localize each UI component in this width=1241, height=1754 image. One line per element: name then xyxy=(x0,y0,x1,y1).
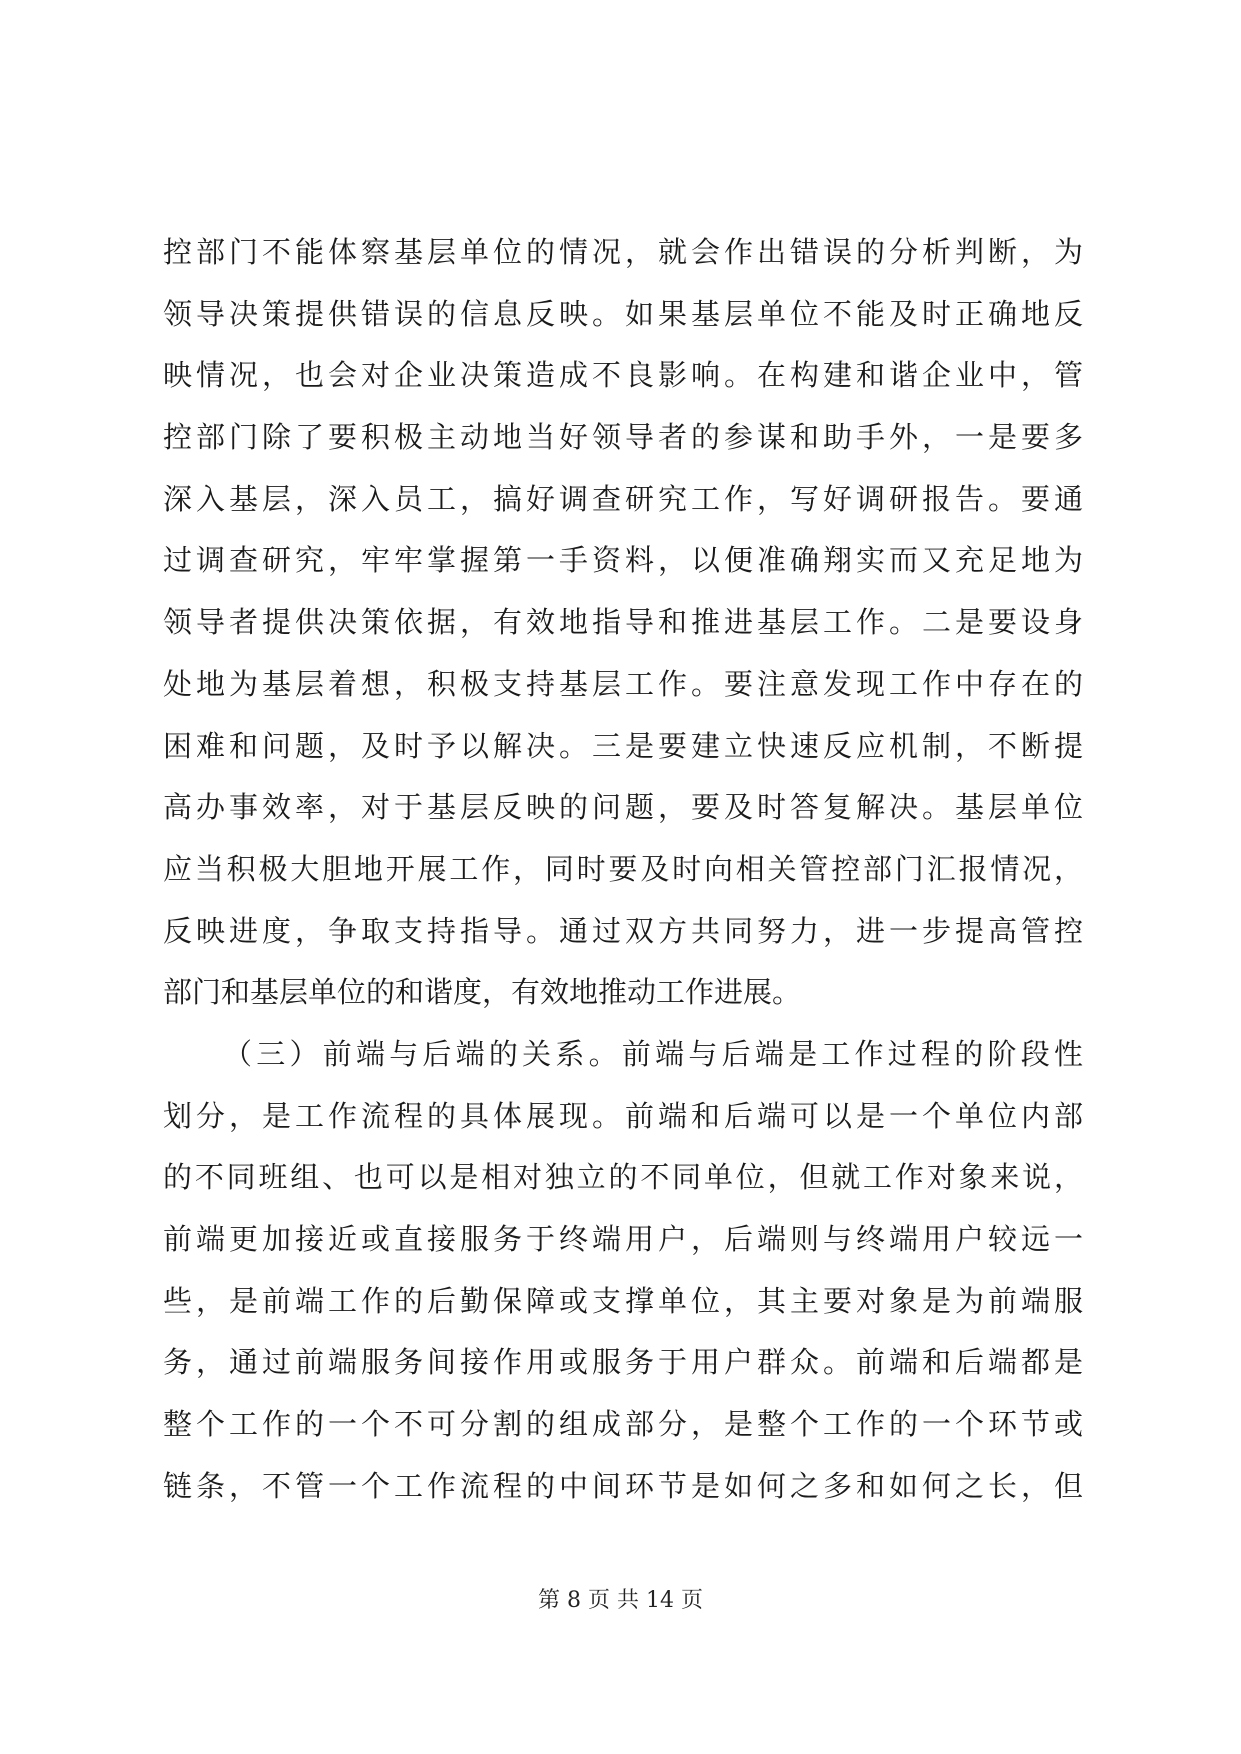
text-line: 务，通过前端服务间接作用或服务于用户群众。前端和后端都是 xyxy=(163,1345,1083,1380)
text-line: 领导决策提供错误的信息反映。如果基层单位不能及时正确地反 xyxy=(163,296,1083,331)
text-line: （三）前端与后端的关系。前端与后端是工作过程的阶段性 xyxy=(223,1036,1083,1071)
text-line: 深入基层，深入员工，搞好调查研究工作，写好调研报告。要通 xyxy=(163,481,1083,516)
paragraph-2 xyxy=(163,1024,1083,1518)
text-line: 反映进度，争取支持指导。通过双方共同努力，进一步提高管控 xyxy=(163,913,1083,948)
text-line: 处地为基层着想，积极支持基层工作。要注意发现工作中存在的 xyxy=(163,666,1083,701)
text-line: 部门和基层单位的和谐度，有效地推动工作进展。 xyxy=(163,975,802,1010)
text-line: 控部门除了要积极主动地当好领导者的参谋和助手外，一是要多 xyxy=(163,420,1083,455)
page-number-footer: 第 8 页 共 14 页 xyxy=(538,1588,703,1613)
text-line: 链条，不管一个工作流程的中间环节是如何之多和如何之长，但 xyxy=(163,1468,1083,1503)
text-line: 过调查研究，牢牢掌握第一手资料，以便准确翔实而又充足地为 xyxy=(163,543,1083,578)
paragraph-1 xyxy=(163,222,1083,1024)
text-line: 领导者提供决策依据，有效地指导和推进基层工作。二是要设身 xyxy=(163,605,1083,640)
text-line: 困难和问题，及时予以解决。三是要建立快速反应机制，不断提 xyxy=(163,728,1083,763)
text-line: 应当积极大胆地开展工作，同时要及时向相关管控部门汇报情况， xyxy=(163,851,1083,886)
text-line: 控部门不能体察基层单位的情况，就会作出错误的分析判断，为 xyxy=(163,235,1083,269)
text-line: 的不同班组、也可以是相对独立的不同单位，但就工作对象来说， xyxy=(163,1160,1083,1195)
text-line: 些，是前端工作的后勤保障或支撑单位，其主要对象是为前端服 xyxy=(163,1283,1083,1318)
text-line: 映情况，也会对企业决策造成不良影响。在构建和谐企业中，管 xyxy=(163,358,1083,393)
text-line: 整个工作的一个不可分割的组成部分，是整个工作的一个环节或 xyxy=(163,1407,1083,1442)
text-line: 高办事效率，对于基层反映的问题，要及时答复解决。基层单位 xyxy=(163,790,1083,825)
body-text xyxy=(163,222,1083,1517)
text-line: 前端更加接近或直接服务于终端用户，后端则与终端用户较远一 xyxy=(163,1222,1083,1256)
text-line: 划分，是工作流程的具体展现。前端和后端可以是一个单位内部 xyxy=(163,1098,1083,1133)
